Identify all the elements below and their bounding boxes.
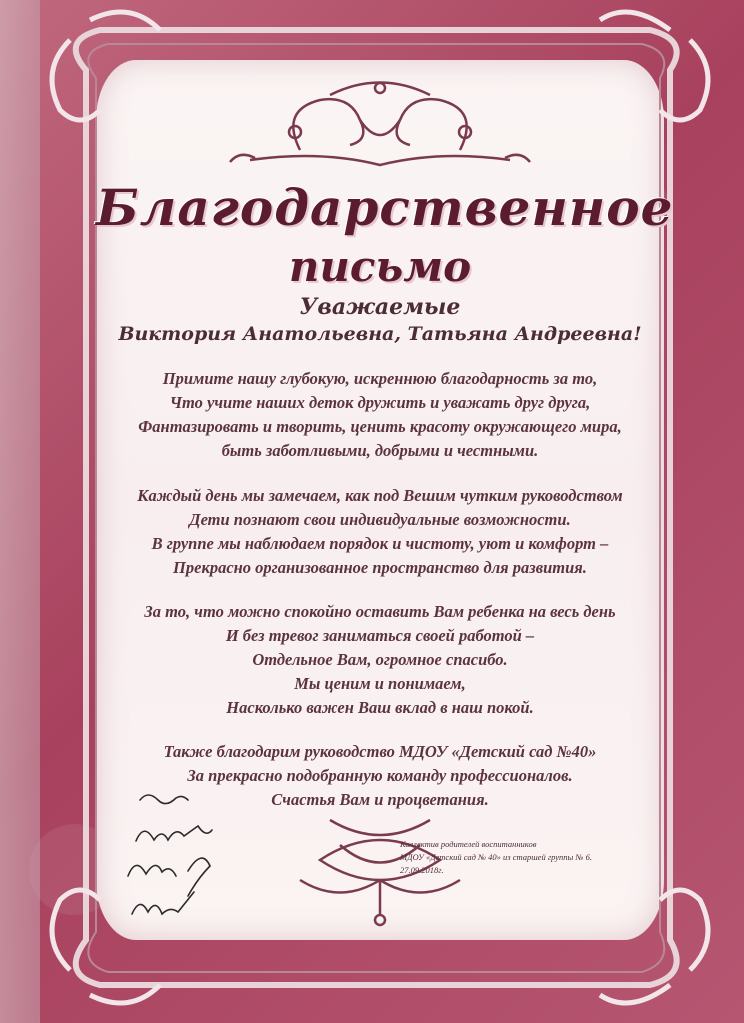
signature-3 [128,865,176,876]
paragraph-line: Дети познают свои индивидуальные возможности. [189,510,571,529]
paragraph-line: Прекрасно организованное пространство для развития. [173,558,587,577]
paragraph-3 [110,600,650,720]
paragraph-line: За то, что можно спокойно оставить Вам ребенка на весь день [144,602,616,621]
title-line-2: письмо [288,242,472,291]
signature-2 [136,826,212,841]
sender-date: 27.09.2018г. [400,865,444,875]
paragraph-line: В группе мы наблюдаем порядок и чистоту, уют и комфорт – [151,534,609,553]
addressees: Виктория Анатольевна, Татьяна Андреевна! [118,323,642,345]
handwritten-signatures [118,786,238,936]
signature-1 [140,795,188,804]
signature-4 [188,858,210,896]
paragraph-2 [110,484,650,580]
sender-block [400,838,620,877]
paragraph-line: Насколько важен Ваш вклад в наш покой. [226,698,534,717]
paragraph-line: Фантазировать и творить, ценить красоту окружающего мира, [138,417,622,436]
paragraph-line: За прекрасно подобранную команду профессионалов. [187,766,573,785]
paragraph-line: быть заботливыми, добрыми и честными. [221,441,539,460]
paragraph-line: Мы ценим и понимаем, [294,674,466,693]
paragraph-line: Каждый день мы замечаем, как под Вешим чутким руководством [137,486,623,505]
paragraph-line: И без тревог заниматься своей работой – [225,626,535,645]
paragraph-line: Отдельное Вам, огромное спасибо. [252,650,508,669]
paragraph-line: Что учите наших деток дружить и уважать друг друга, [169,393,591,412]
sender-line-1: Коллектив родителей воспитанников [400,839,537,849]
signature-5 [132,892,194,914]
salutation: Уважаемые [299,294,461,320]
sender-line-2: МДОУ «Детский сад № 40» из старшей группы № 6. [400,852,592,862]
paragraph-line: Также благодарим руководство МДОУ «Детский сад №40» [163,742,597,761]
title-line-1: Благодарственное [96,178,674,237]
paragraph-line: Счастья Вам и процветания. [271,790,489,809]
paragraph-1 [110,367,650,463]
paragraph-line: Примите нашу глубокую, искреннюю благодарность за то, [162,369,598,388]
top-ornament [230,83,530,166]
